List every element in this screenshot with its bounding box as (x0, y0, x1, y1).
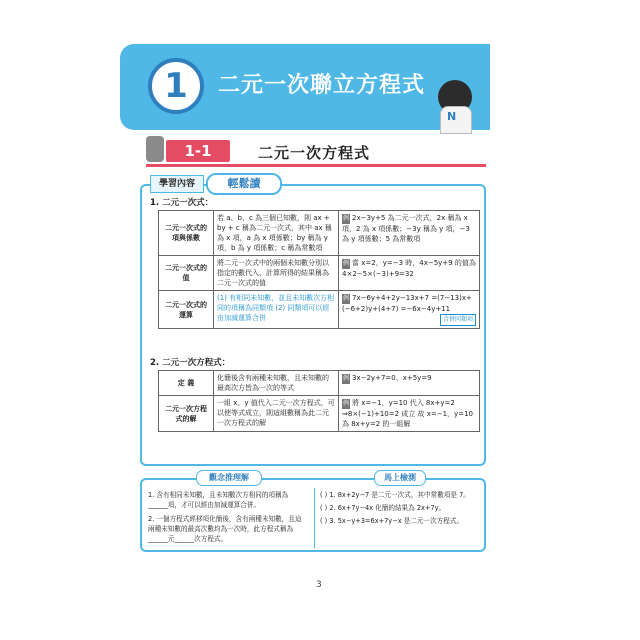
pushpin-icon (146, 136, 164, 162)
example-icon: 例 (343, 215, 350, 222)
tab-easy-read: 輕鬆讀 (206, 173, 282, 195)
merge-like-terms-badge: 合併同類項 (440, 314, 476, 326)
practice-right (320, 490, 480, 526)
chapter-number: 1 (148, 58, 204, 114)
part1-heading: 1. 二元一次式： (150, 198, 214, 208)
row-example: 例 將 x=−1，y=10 代入 8x+y=2 ⇒8×(−1)+10=2 成立 故 x=−1，y=10 為 8x+y=2 的一組解 (339, 396, 480, 432)
practice-divider (314, 488, 315, 548)
row-example: 例 7x−6y+4+2y−13x+7 =(7−13)x+(−6+2)y+(4+7) =−6x−4y+11 合併同類項 (339, 291, 480, 329)
row-example: 例 當 x=2，y=−3 時，4x−5y+9 的值為 4×2−5×(−3)+9=32 (339, 256, 480, 291)
table-row (159, 396, 480, 432)
list-item: ( ) 3. 5x−y+3=6x+7y−x 是二元一次方程式。 (320, 517, 464, 525)
chapter-title: 二元一次聯立方程式 (218, 73, 426, 98)
row-example: 例 2x−3y+5 為二元一次式，2x 稱為 x 項，2 為 x 項係數；−3y 稱為 y 項，−3 為 y 項係數；5 為常數項 (339, 211, 480, 256)
row-label: 二元一次式的值 (159, 256, 214, 291)
table-row (159, 211, 480, 256)
example-icon: 例 (343, 260, 350, 267)
table-row (159, 291, 480, 329)
page-number: 3 (316, 580, 322, 590)
practice-left (148, 490, 308, 544)
part1-table (158, 210, 480, 329)
section-number: 1-1 (166, 140, 230, 162)
list-item: 1. 含有相同未知數，且未知數次方相同的項稱為______項，才可以經由加減運算合併。 (148, 491, 289, 509)
list-item: 2. 一個方程式經移項化簡後，含有兩種未知數，且這兩種未知數的最高次數均為一次時，此方程式稱為______元______次方程式。 (148, 515, 302, 543)
quick-check-tag: 馬上檢測 (374, 470, 426, 486)
concept-practice-tag: 觀念推理解 (196, 470, 262, 486)
row-label: 二元一次方程式的解 (159, 396, 214, 432)
example-icon: 例 (343, 295, 350, 302)
table-row (159, 371, 480, 396)
part2-heading: 2. 二元一次方程式： (150, 358, 231, 368)
row-desc: 若 a、b、c 為三個已知數，則 ax + by + c 稱為二元一次式，其中 ax 稱為 x 項，a 為 x 項係數；by 稱為 y 項，b 為 y 項係數；c 稱為常數項 (214, 211, 339, 256)
section-title: 二元一次方程式 (258, 144, 371, 162)
tab-learning-content: 學習內容 (150, 175, 204, 193)
part2-table (158, 370, 480, 432)
list-item: ( ) 1. 8x+2y−7 是二元一次式，其中常數項是 7。 (320, 491, 470, 499)
row-label: 二元一次式的運算 (159, 291, 214, 329)
example-icon: 例 (343, 400, 350, 407)
row-desc: 化簡後含有兩種未知數，且未知數的最高次方皆為一次的等式 (214, 371, 339, 396)
row-desc: 將二元一次式中的兩個未知數分別以指定的數代入，計算所得的結果稱為二元一次式的值 (214, 256, 339, 291)
row-desc: (1) 有相同未知數，並且未知數次方相同的項稱為同類項 (2) 同類項可以經由加減運算合併 (214, 291, 339, 329)
row-desc: 一組 x、y 值代入二元一次方程式，可以使等式成立，則這組數稱為此二元一次方程式的解 (214, 396, 339, 432)
table-row (159, 256, 480, 291)
example-icon: 例 (343, 375, 350, 382)
row-example: 例 3x−2y+7=0、x+5y=9 (339, 371, 480, 396)
figure-letter: N (447, 110, 457, 123)
row-label: 二元一次式的項與係數 (159, 211, 214, 256)
list-item: ( ) 2. 6x+7y−4x 化簡的結果為 2x+7y。 (320, 504, 446, 512)
row-label: 定 義 (159, 371, 214, 396)
